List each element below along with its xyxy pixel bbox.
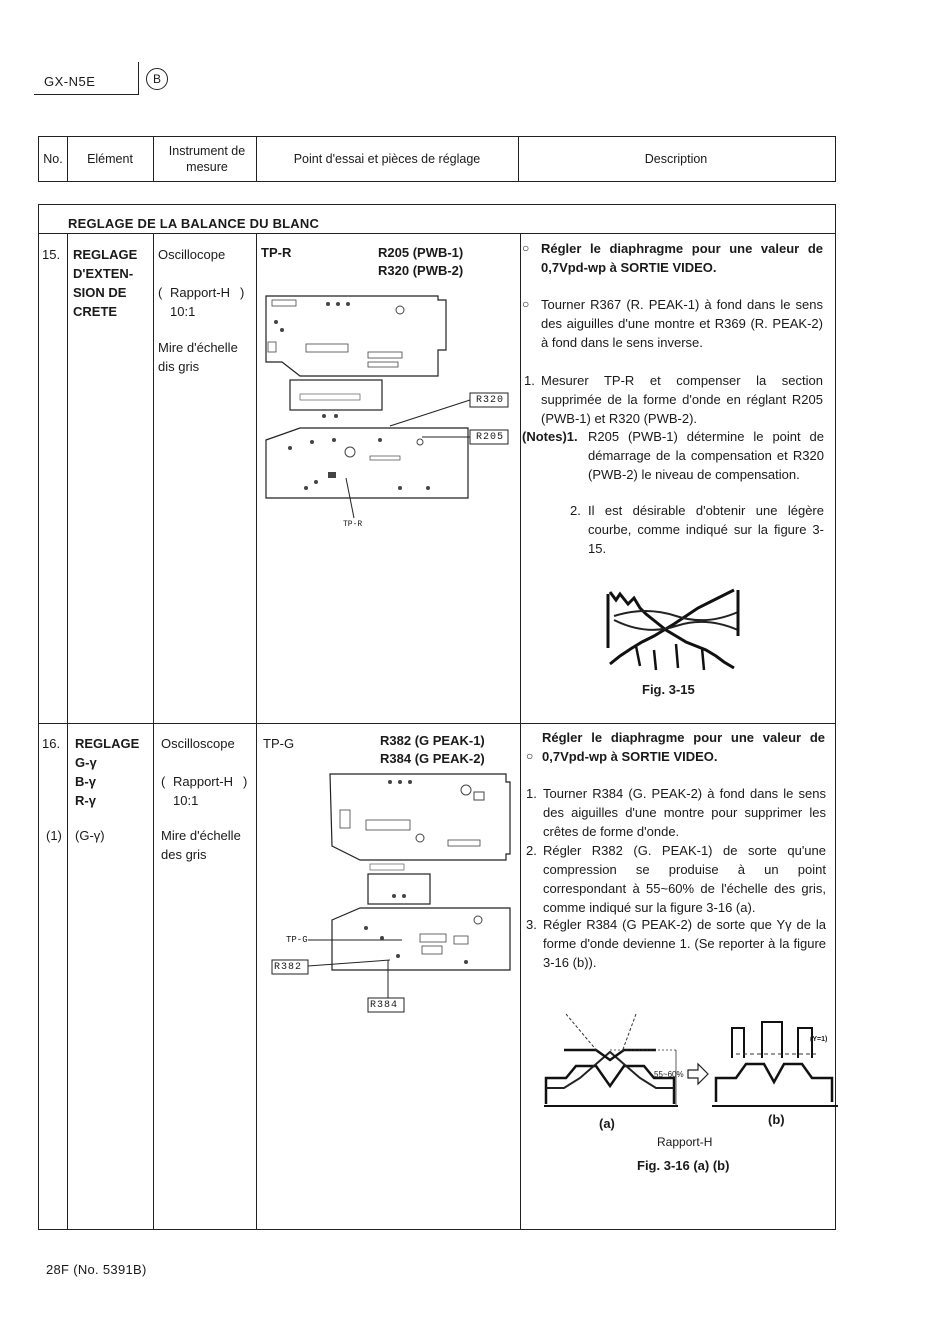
row15-note-2-number: 2. xyxy=(570,503,581,518)
row16-figure-caption: Fig. 3-16 (a) (b) xyxy=(637,1158,730,1173)
row16-board-tp: TP-G xyxy=(286,935,308,945)
language-badge: B xyxy=(146,68,168,90)
row16-fig-percent: 55~60% xyxy=(654,1070,684,1079)
row16-element-3: B-γ xyxy=(75,774,96,789)
row16-desc-2: Tourner R384 (G. PEAK-2) à fond dans le sens des aiguilles d'une montre pour supprimer les crêtes de forme d'onde. xyxy=(543,786,826,839)
row16-pcb-diagram xyxy=(270,770,516,1018)
row15-note-2: Il est désirable d'obtenir une légère courbe, comme indiqué sur la figure 3-15. xyxy=(588,503,824,556)
row15-instrument-2: Rapport-H xyxy=(170,285,230,300)
row15-instrument-4: Mire d'échelle xyxy=(158,340,238,355)
row15-step-1: 1. xyxy=(524,373,535,388)
row16-element-4: R-γ xyxy=(75,793,96,808)
row16-bullet-1: ○ xyxy=(526,749,534,763)
row15-figure-caption: Fig. 3-15 xyxy=(642,682,695,697)
row16-instrument-5: des gris xyxy=(161,847,207,862)
row15-desc-2: Tourner R367 (R. PEAK-1) à fond dans le sens des aiguilles d'une montre et R369 (R. PEAK-2) à fond dans le sens inverse. xyxy=(541,297,823,350)
col-element: Elément xyxy=(87,152,133,166)
row16-step-3: 3. xyxy=(526,917,537,932)
page-footer: 28F (No. 5391B) xyxy=(46,1262,147,1277)
row15-element-3: SION DE xyxy=(73,285,127,300)
row16-desc-1: Régler le diaphragme pour une valeur de 0,7Vpd-wp à SORTIE VIDEO. xyxy=(542,730,825,764)
row15-desc-1: Régler le diaphragme pour une valeur de 0,7Vpd-wp à SORTIE VIDEO. xyxy=(541,241,823,275)
row16-fig-rapport: Rapport-H xyxy=(657,1135,713,1149)
fig-3-16-waveforms xyxy=(536,1008,840,1112)
row16-fig-a-label: (a) xyxy=(599,1116,615,1131)
row16-fig-b-label: (b) xyxy=(768,1112,785,1127)
row15-test-point: TP-R xyxy=(261,245,292,260)
row16-instrument-2: Rapport-H xyxy=(173,774,233,789)
col-point: Point d'essai et pièces de réglage xyxy=(293,152,481,166)
row16-paren-open: ( xyxy=(161,774,166,789)
row15-instrument-1: Oscillocope xyxy=(158,247,226,262)
row16-step-2: 2. xyxy=(526,843,537,858)
row16-part-1: R382 (G PEAK-1) xyxy=(380,733,485,748)
row15-callout-r320: R320 xyxy=(476,395,505,406)
row16-part-2: R384 (G PEAK-2) xyxy=(380,751,485,766)
model-number: GX-N5E xyxy=(44,74,96,89)
row16-sub-number: (1) xyxy=(46,828,62,843)
row15-pcb-diagram xyxy=(260,292,512,536)
fig-3-15-waveform xyxy=(606,586,742,672)
row15-part-2: R320 (PWB-2) xyxy=(378,263,464,278)
row16-test-point: TP-G xyxy=(263,736,295,751)
row15-element-2: D'EXTEN- xyxy=(73,266,134,281)
row16-element-1: REGLAGE xyxy=(75,736,140,751)
col-instrument: Instrument de mesure xyxy=(168,144,246,174)
row16-sub-element: (G-γ) xyxy=(75,828,105,843)
column-header xyxy=(38,136,836,182)
row16-step-1: 1. xyxy=(526,786,537,801)
row15-number: 15. xyxy=(42,247,61,262)
row16-instrument-4: Mire d'échelle xyxy=(161,828,241,843)
row15-element-1: REGLAGE xyxy=(73,247,138,262)
row15-part-1: R205 (PWB-1) xyxy=(378,245,464,260)
row16-element-2: G-γ xyxy=(75,755,97,770)
row16-number: 16. xyxy=(42,736,61,751)
row15-bullet-1: ○ xyxy=(522,241,530,255)
row15-paren-close: ) xyxy=(240,285,245,300)
row16-callout-r382: R382 xyxy=(274,962,303,973)
col-no: No. xyxy=(43,152,63,166)
row16-instrument-3: 10:1 xyxy=(173,793,199,808)
row16-fig-tag: (Y=1) xyxy=(810,1036,828,1043)
row15-bullet-2: ○ xyxy=(522,297,530,311)
row15-instrument-5: dis gris xyxy=(158,359,200,374)
row15-desc-3: Mesurer TP-R et compenser la section supprimée de la forme d'onde en réglant R205 (PWB-1) et R320 (PWB-2). xyxy=(541,373,823,426)
row16-desc-3: Régler R382 (G. PEAK-1) de sorte qu'une compression se produise à un point correspondant à 55~60% de l'échelle des gris, comme indiqué sur la figure 3-16 (a). xyxy=(543,843,826,915)
row16-callout-r384: R384 xyxy=(370,1000,399,1011)
row15-note-1: R205 (PWB-1) détermine le point de démarrage de la compensation et R320 (PWB-2) le niveau de compensation. xyxy=(588,429,824,482)
col-description: Description xyxy=(644,152,708,166)
row16-instrument-1: Oscilloscope xyxy=(161,736,235,751)
row15-instrument-3: 10:1 xyxy=(170,304,196,319)
row15-board-tp: TP-R xyxy=(343,520,363,529)
section-title: REGLAGE DE LA BALANCE DU BLANC xyxy=(68,216,320,231)
row15-paren-open: ( xyxy=(158,285,163,300)
row15-element-4: CRETE xyxy=(73,304,118,319)
row16-paren-close: ) xyxy=(243,774,248,789)
row15-notes-label: (Notes)1. xyxy=(522,429,578,444)
row16-desc-4: Régler R384 (G PEAK-2) de sorte que Yγ de la forme d'onde devienne 1. (Se reporter à la figure 3-16 (b)). xyxy=(543,917,826,970)
row15-callout-r205: R205 xyxy=(476,432,505,443)
